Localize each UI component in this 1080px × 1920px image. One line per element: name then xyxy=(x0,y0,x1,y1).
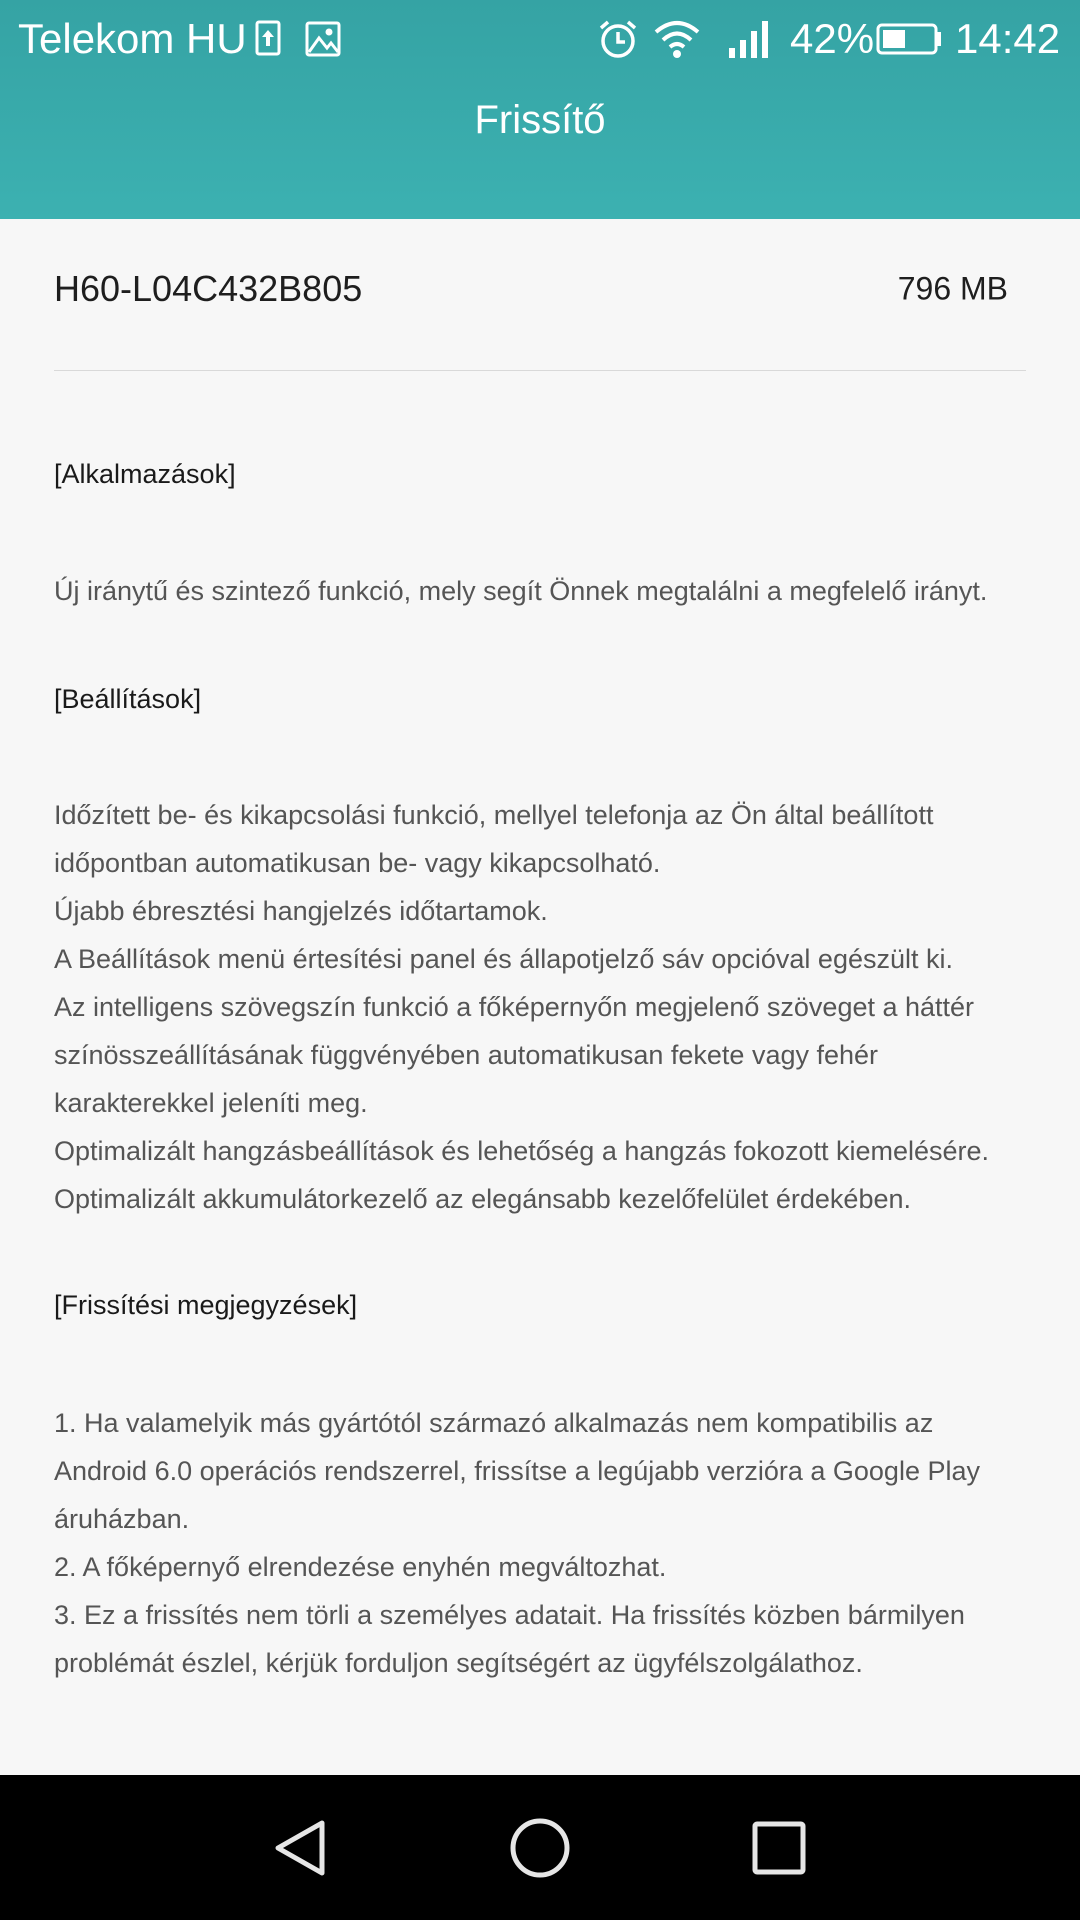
update-note-line: Android 6.0 operációs rendszerrel, frissítse a legújabb verzióra a Google Play xyxy=(54,1456,980,1486)
navigation-bar xyxy=(0,1775,1080,1920)
update-note-line: áruházban. xyxy=(54,1504,190,1534)
update-note-line: 1. Ha valamelyik más gyártótól származó alkalmazás nem kompatibilis az xyxy=(54,1408,934,1438)
upload-icon xyxy=(252,16,284,62)
settings-line: Időzített be- és kikapcsolási funkció, mellyel telefonja az Ön által beállított xyxy=(54,800,934,830)
section-header-update-notes: [Frissítési megjegyzések] xyxy=(54,1290,358,1320)
settings-line: színösszeállításának függvényében automatikusan fekete vagy fehér xyxy=(54,1040,879,1070)
update-details xyxy=(54,219,1026,1678)
download-size: 796 MB xyxy=(897,270,1008,307)
apps-description xyxy=(54,567,1034,615)
update-note-line: 2. A főképernyő elrendezése enyhén megváltozhat. xyxy=(54,1552,667,1582)
battery-icon xyxy=(875,16,945,62)
back-icon[interactable] xyxy=(240,1775,360,1920)
wifi-icon xyxy=(652,16,702,62)
settings-line: Újabb ébresztési hangjelzés időtartamok. xyxy=(54,896,548,926)
update-notes-description xyxy=(54,1399,1034,1687)
apps-text: Új iránytű és szintező funkció, mely segít Önnek megtalálni a megfelelő irányt. xyxy=(54,576,988,606)
app-header xyxy=(0,0,1080,219)
page-title: Frissítő xyxy=(474,98,606,142)
update-note-line: problémát észlel, kérjük forduljon segítségért az ügyfélszolgálathoz. xyxy=(54,1648,863,1678)
clock: 14:42 xyxy=(955,15,1061,62)
settings-description xyxy=(54,791,1034,1223)
alarm-icon xyxy=(595,16,641,62)
recents-icon[interactable] xyxy=(719,1775,839,1920)
image-icon xyxy=(303,16,343,62)
update-note-line: 3. Ez a frissítés nem törli a személyes adatait. Ha frissítés közben bármilyen xyxy=(54,1600,965,1630)
settings-line: A Beállítások menü értesítési panel és állapotjelző sáv opcióval egészült ki. xyxy=(54,944,954,974)
version-row xyxy=(54,219,1026,371)
battery-percent: 42% xyxy=(790,15,875,62)
settings-line: Optimalizált hangzásbeállítások és lehetőség a hangzás fokozott kiemelésére. xyxy=(54,1136,990,1166)
section-header-settings: [Beállítások] xyxy=(54,684,202,714)
signal-icon xyxy=(725,16,775,62)
firmware-version: H60-L04C432B805 xyxy=(54,268,363,309)
settings-line: Optimalizált akkumulátorkezelő az elegánsabb kezelőfelület érdekében. xyxy=(54,1184,911,1214)
status-bar xyxy=(0,0,1080,78)
home-icon[interactable] xyxy=(480,1775,600,1920)
settings-line: időpontban automatikusan be- vagy kikapcsolható. xyxy=(54,848,661,878)
settings-line: Az intelligens szövegszín funkció a főképernyőn megjelenő szöveget a háttér xyxy=(54,992,975,1022)
settings-line: karakterekkel jeleníti meg. xyxy=(54,1088,368,1118)
carrier-name: Telekom HU xyxy=(18,15,247,62)
section-header-apps: [Alkalmazások] xyxy=(54,459,236,489)
